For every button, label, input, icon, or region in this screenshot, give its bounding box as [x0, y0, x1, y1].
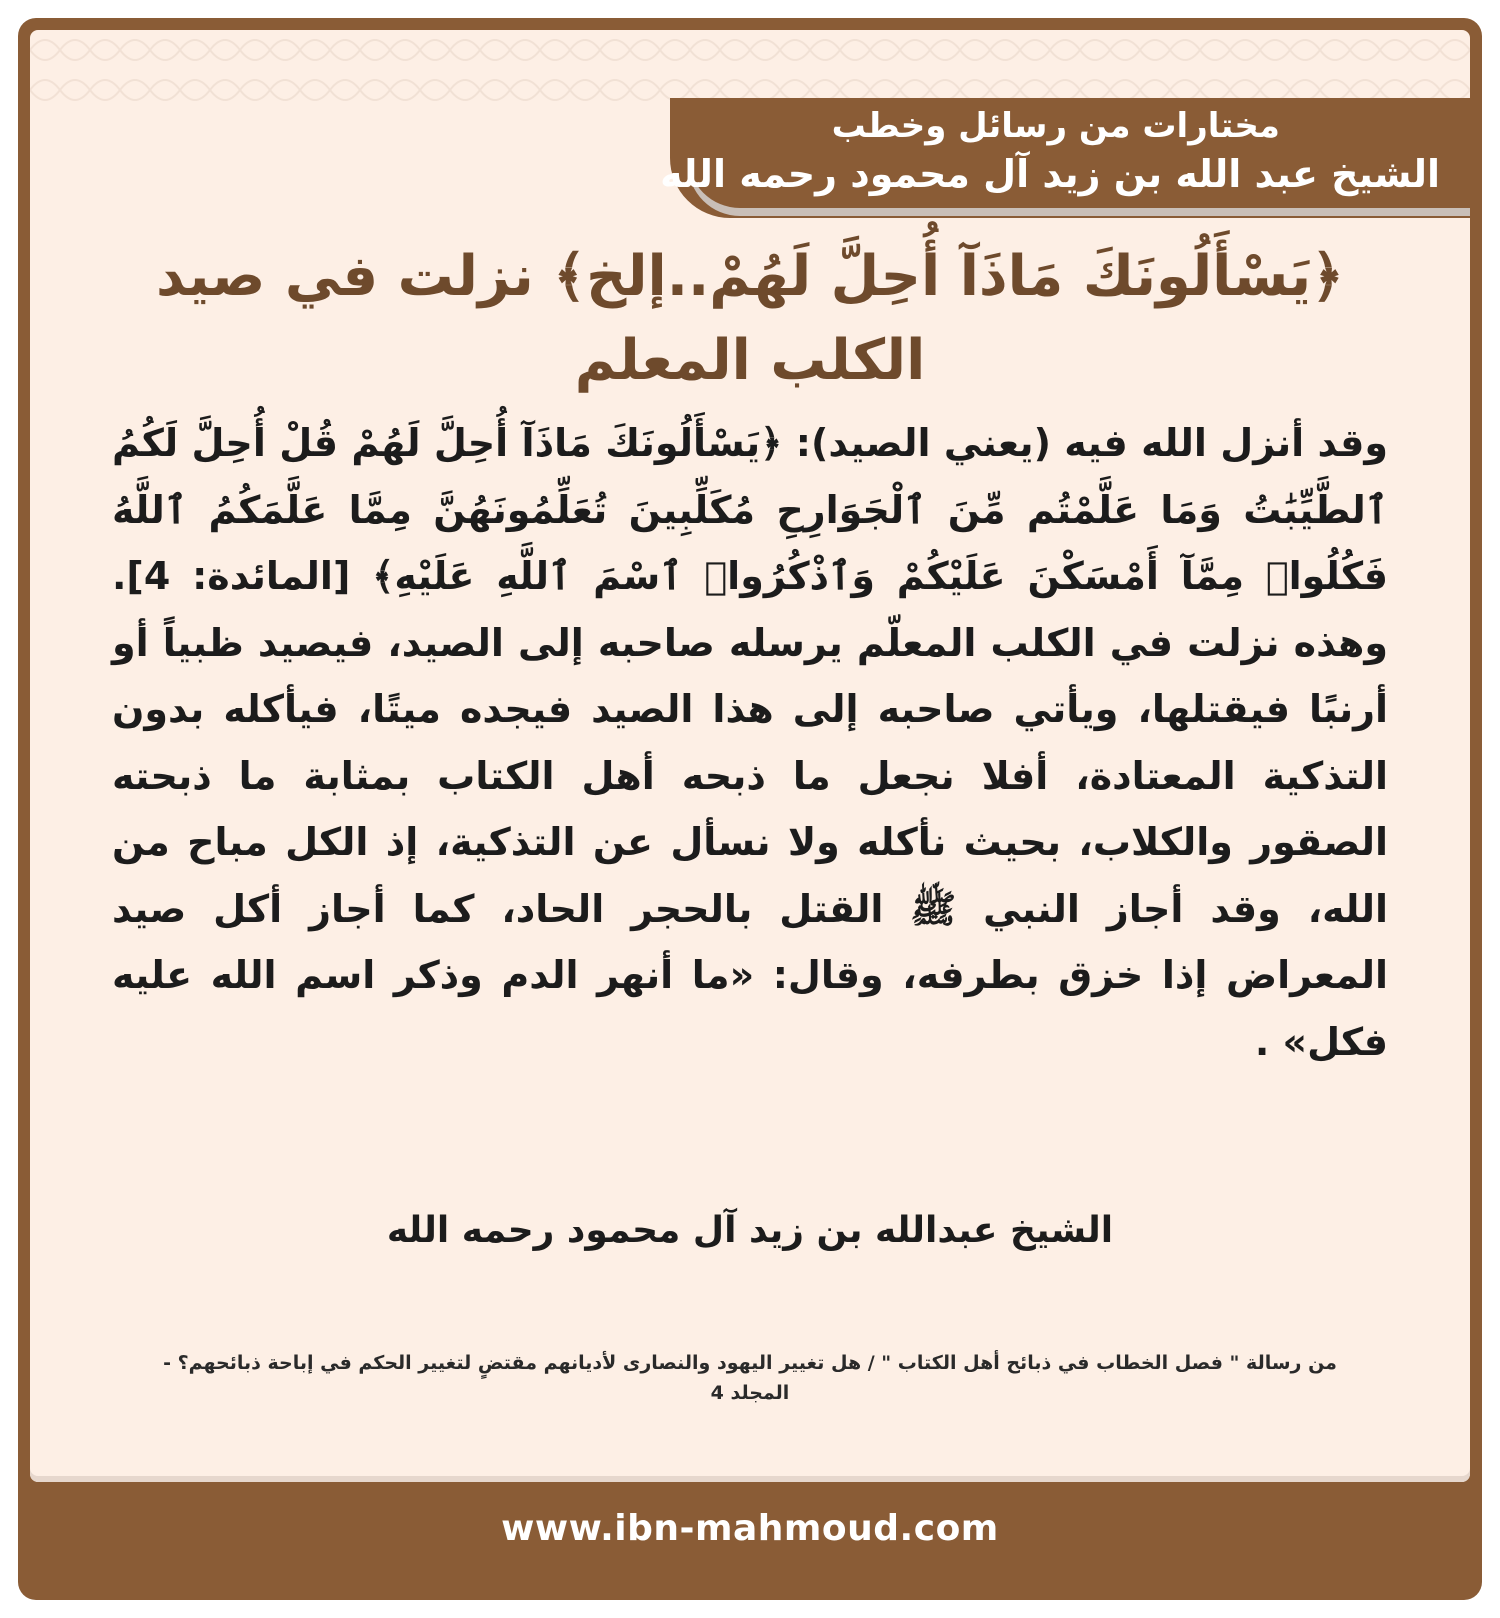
source-citation: من رسالة " فصل الخطاب في ذبائح أهل الكتاب " / هل تغيير اليهود والنصارى لأديانهم مقتضٍ لتغيير الحكم في إباحة ذبائحهم؟ - المجلد 4	[163, 1352, 1337, 1404]
author-signature: الشيخ عبدالله بن زيد آل محمود رحمه الله	[386, 1210, 1114, 1251]
card-frame	[18, 18, 1482, 1600]
article-body: وقد أنزل الله فيه (يعني الصيد): ﴿يَسْأَلُونَكَ مَاذَآ أُحِلَّ لَهُمْ قُلْ أُحِلَّ لَكُمُ ٱلطَّيِّبَٰتُ وَمَا عَلَّمْتُم مِّنَ ٱلْجَوَارِحِ مُكَلِّبِينَ تُعَلِّمُونَهُنَّ مِمَّا عَلَّمَكُمُ ٱللَّهُ فَكُلُوا۟ مِمَّآ أَمْسَكْنَ عَلَيْكُمْ وَٱذْكُرُوا۟ ٱسْمَ ٱللَّهِ عَلَيْهِ﴾ [المائدة: 4]. وهذه نزلت في الكلب المعلّم يرسله صاحبه إلى الصيد، فيصيد ظبياً أو أرنبًا فيقتلها، ويأتي صاحبه إلى هذا الصيد فيجده ميتًا، فيأكله بدون التذكية المعتادة، أفلا نجعل ما ذبحه أهل الكتاب بمثابة ما ذبحته الصقور والكلاب، بحيث نأكله ولا نسأل عن التذكية، إذ الكل مباح من الله، وقد أجاز النبي ﷺ القتل بالحجر الحاد، كما أجاز أكل صيد المعراض إذا خزق بطرفه، وقال: «ما أنهر الدم وذكر اسم الله عليه فكل» .	[112, 421, 1388, 1064]
decorative-pattern	[30, 30, 1470, 108]
content-panel	[30, 30, 1470, 1482]
website-url: www.ibn-mahmoud.com	[501, 1508, 999, 1549]
header-subtitle: مختارات من رسائل وخطب	[831, 106, 1280, 146]
header-banner	[660, 98, 1470, 218]
article-title: ﴿يَسْأَلُونَكَ مَاذَآ أُحِلَّ لَهُمْ..إلخ﴾ نزلت في صيد الكلب المعلم	[156, 244, 1344, 393]
header-author: الشيخ عبد الله بن زيد آل محمود رحمه الله	[660, 152, 1440, 196]
header-banner-inner	[660, 98, 1470, 208]
